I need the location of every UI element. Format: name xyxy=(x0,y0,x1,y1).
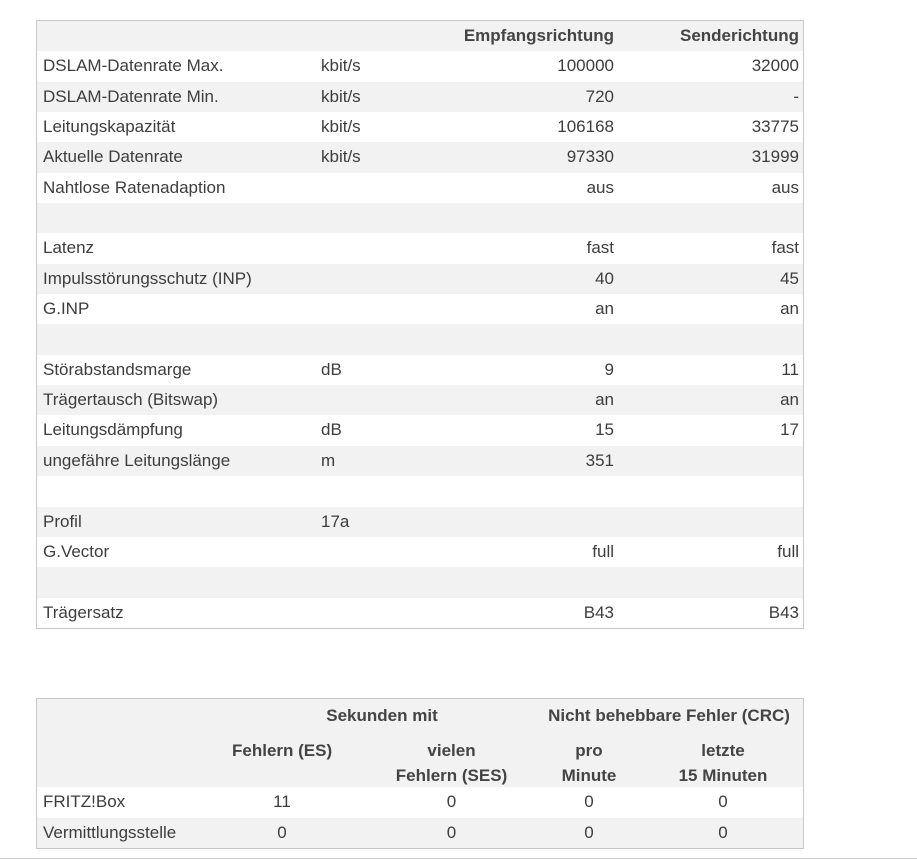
dsl-row xyxy=(37,264,803,294)
dsl-row-unit: kbit/s xyxy=(321,117,361,137)
dsl-row-send-value: 17 xyxy=(780,420,799,440)
dsl-row-receive-value: aus xyxy=(586,177,614,197)
header-last-15-line2: 15 Minuten xyxy=(678,766,768,785)
dsl-row-label: DSLAM-Datenrate Min. xyxy=(43,86,219,106)
dsl-row-receive-value: full xyxy=(592,541,614,561)
dsl-row-label: Aktuelle Datenrate xyxy=(43,147,183,167)
dsl-row xyxy=(37,51,803,81)
dsl-row-receive-value: an xyxy=(595,299,614,319)
dsl-row-label: Trägersatz xyxy=(43,602,124,622)
error-row-label: FRITZ!Box xyxy=(43,792,126,811)
header-ses-line2: Fehlern (SES) xyxy=(395,766,508,785)
dsl-row-receive-value: 100000 xyxy=(557,56,614,76)
error-statistics-table xyxy=(36,698,804,849)
dsl-row-label: G.INP xyxy=(43,299,90,319)
dsl-row-send-value: 11 xyxy=(781,359,799,379)
error-group-header-row xyxy=(37,699,803,732)
error-row-ses: 0 xyxy=(446,792,457,811)
error-table-row xyxy=(37,818,803,849)
dsl-row-label: Trägertausch (Bitswap) xyxy=(43,390,219,410)
error-row-crc-per-minute: 0 xyxy=(584,822,594,842)
dsl-row xyxy=(37,507,803,537)
header-last-15-line1: letzte xyxy=(701,741,745,760)
dsl-row xyxy=(37,112,803,142)
error-row-es: 11 xyxy=(273,792,291,811)
dsl-row-label: ungefähre Leitungslänge xyxy=(43,450,231,470)
header-errored-seconds xyxy=(232,738,332,763)
dsl-row xyxy=(37,294,803,324)
error-row-crc-last-15: 0 xyxy=(718,822,728,842)
dsl-row xyxy=(37,598,803,628)
dsl-spacer-row xyxy=(37,567,803,597)
dsl-values-table xyxy=(36,20,804,629)
dsl-header-row xyxy=(37,21,803,51)
dsl-row xyxy=(37,173,803,203)
dsl-row-send-value: fast xyxy=(771,238,799,258)
dsl-row-unit: kbit/s xyxy=(321,86,361,106)
dsl-row-unit: dB xyxy=(321,420,342,440)
error-row-label: Vermittlungsstelle xyxy=(43,822,177,842)
header-errored-seconds-line1: Fehlern (ES) xyxy=(232,741,333,760)
error-row-crc-per-minute: 0 xyxy=(584,792,594,811)
dsl-row-send-value: 31999 xyxy=(751,147,799,167)
dsl-row-receive-value: 106168 xyxy=(557,117,614,137)
dsl-row-receive-value: an xyxy=(595,390,614,410)
dsl-spacer-row xyxy=(37,324,803,354)
dsl-row-label: G.Vector xyxy=(43,541,110,561)
dsl-row xyxy=(37,355,803,385)
dsl-row-receive-value: B43 xyxy=(583,602,614,622)
dsl-row xyxy=(37,537,803,567)
dsl-spacer-row xyxy=(37,203,803,233)
dsl-row-label: Leitungskapazität xyxy=(43,117,176,137)
header-last-15-minutes xyxy=(663,738,783,788)
dsl-rows xyxy=(37,51,803,628)
dsl-row-receive-value: 720 xyxy=(585,86,614,106)
dsl-row-unit: kbit/s xyxy=(321,56,361,76)
dsl-row xyxy=(37,415,803,445)
dsl-row-receive-value: 40 xyxy=(595,268,614,288)
dsl-row-receive-value: 9 xyxy=(604,359,614,379)
dsl-row-unit: dB xyxy=(321,359,342,379)
dsl-row-send-value: full xyxy=(777,541,799,561)
error-row-crc-last-15: 0 xyxy=(718,792,728,811)
dsl-row xyxy=(37,385,803,415)
dsl-row-send-value: B43 xyxy=(768,602,799,622)
header-severely-errored-seconds xyxy=(389,738,514,788)
dsl-spacer-row xyxy=(37,476,803,506)
dsl-row xyxy=(37,142,803,172)
header-per-minute-line1: pro xyxy=(575,741,603,760)
error-row-ses: 0 xyxy=(446,822,457,842)
dsl-row-unit: kbit/s xyxy=(321,147,361,167)
error-sub-header-row xyxy=(37,732,803,787)
header-send-direction: Senderichtung xyxy=(679,26,799,45)
dsl-row-send-value: an xyxy=(780,390,799,410)
bottom-divider xyxy=(0,858,917,859)
dsl-row xyxy=(37,82,803,112)
dsl-row-send-value: 45 xyxy=(780,268,799,288)
dsl-row-receive-value: 97330 xyxy=(566,147,614,167)
dsl-row-receive-value: 15 xyxy=(595,420,614,440)
dsl-row xyxy=(37,233,803,263)
dsl-row-receive-value: fast xyxy=(586,238,614,258)
dsl-row-label: DSLAM-Datenrate Max. xyxy=(43,56,224,76)
header-receive-direction: Empfangsrichtung xyxy=(463,26,614,45)
dsl-row-label: Störabstandsmarge xyxy=(43,359,192,379)
dsl-row xyxy=(37,446,803,476)
dsl-row-unit: m xyxy=(321,450,336,470)
dsl-row-label: Nahtlose Ratenadaption xyxy=(43,177,226,197)
header-seconds-with: Sekunden mit xyxy=(326,706,438,725)
error-table-row xyxy=(37,787,803,818)
dsl-row-label: Impulsstörungsschutz (INP) xyxy=(43,268,252,288)
dsl-row-send-value: 32000 xyxy=(751,56,799,76)
dsl-row-send-value: an xyxy=(780,299,799,319)
dsl-row-label: Leitungsdämpfung xyxy=(43,420,183,440)
error-row-es: 0 xyxy=(277,822,287,842)
dsl-row-label: Latenz xyxy=(43,238,95,258)
dsl-row-unit: 17a xyxy=(321,511,350,531)
dsl-row-receive-value: 351 xyxy=(585,450,614,470)
dsl-row-send-value: - xyxy=(793,86,799,106)
dsl-row-send-value: 33775 xyxy=(751,117,799,137)
header-ses-line1: vielen xyxy=(427,741,476,760)
header-uncorrectable-errors-crc: Nicht behebbare Fehler (CRC) xyxy=(548,706,790,725)
header-per-minute-line2: Minute xyxy=(561,766,617,785)
dsl-row-label: Profil xyxy=(43,511,82,531)
header-per-minute xyxy=(549,738,629,788)
error-rows xyxy=(37,787,803,848)
dsl-row-send-value: aus xyxy=(771,177,799,197)
